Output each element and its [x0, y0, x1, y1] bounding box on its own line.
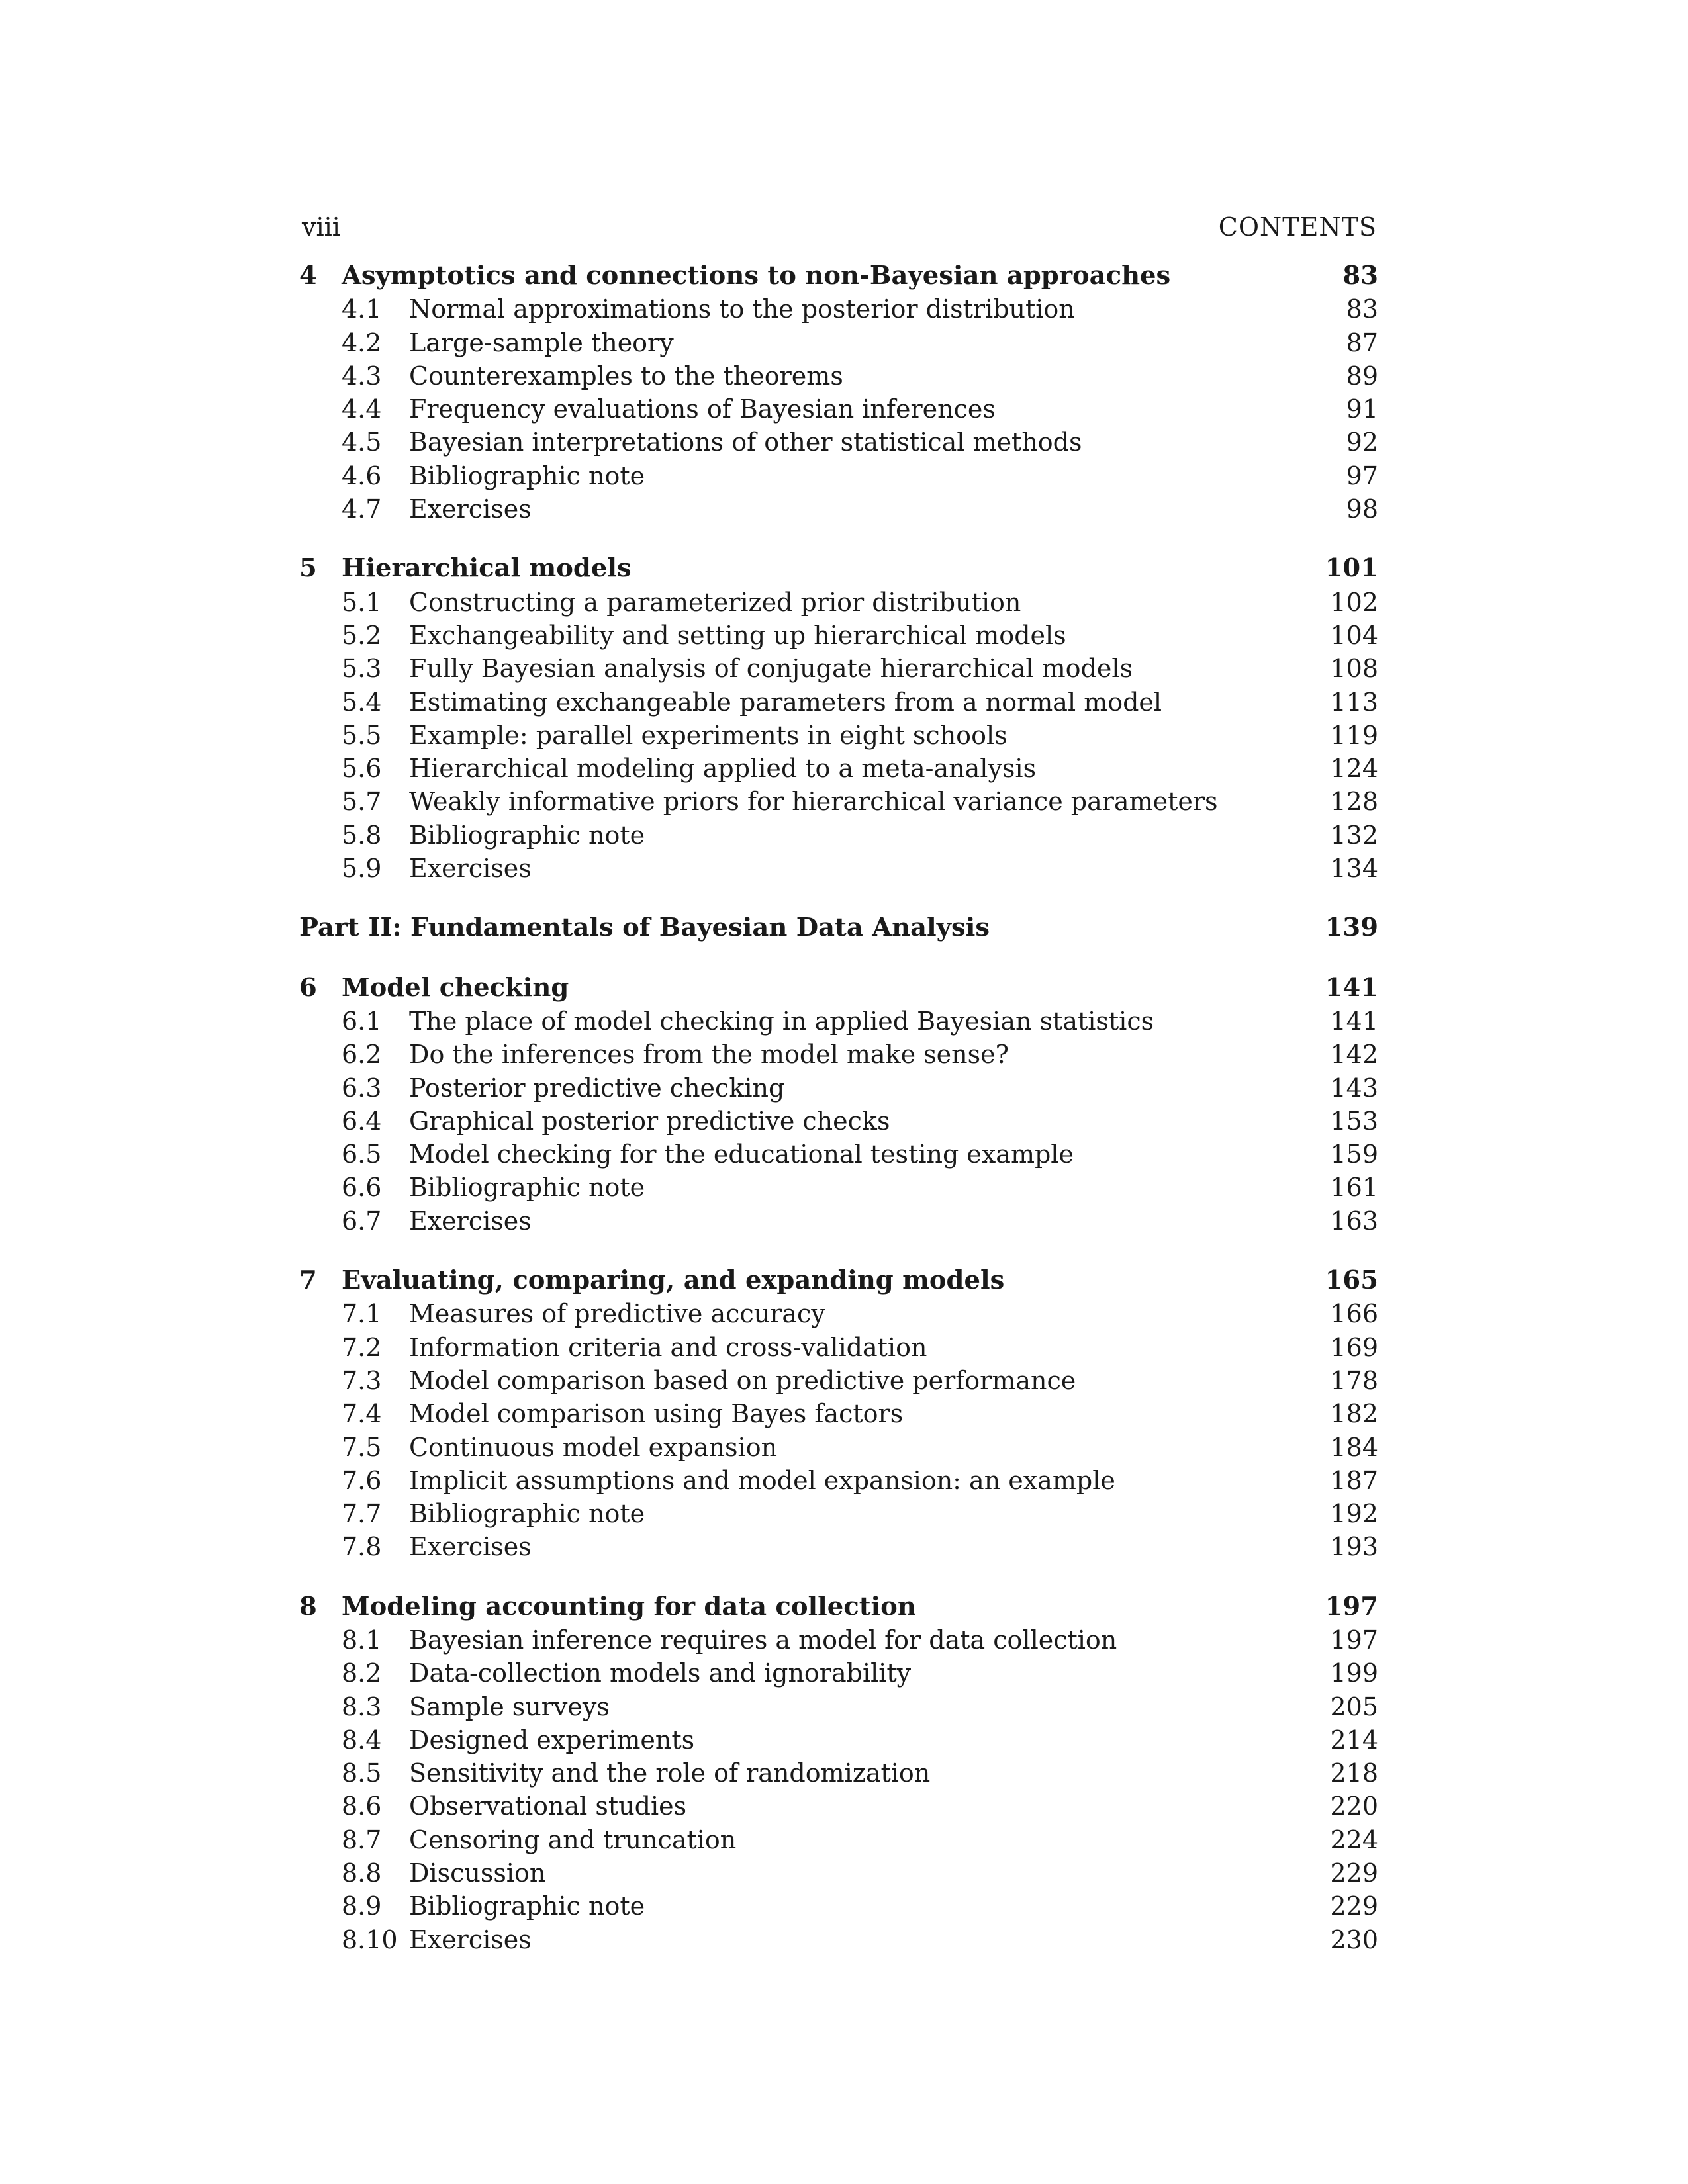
page-reference: 92 — [1346, 428, 1378, 457]
page-reference: 224 — [1330, 1825, 1378, 1854]
page-reference: 161 — [1330, 1173, 1378, 1203]
toc-section-row[interactable] — [299, 586, 1378, 619]
page-reference: 141 — [1325, 972, 1378, 1003]
page-reference: 113 — [1330, 687, 1378, 717]
page-reference: 205 — [1330, 1692, 1378, 1721]
section-number: 6.5 — [342, 1140, 382, 1169]
section-title: Weakly informative priors for hierarchical variance parameters — [409, 787, 1218, 817]
toc-section-row[interactable] — [299, 819, 1378, 852]
section-title: Graphical posterior predictive checks — [409, 1106, 890, 1136]
section-number: 8.1 — [342, 1625, 382, 1655]
section-number: 6.7 — [342, 1206, 382, 1236]
toc-section-row[interactable] — [299, 686, 1378, 719]
section-number: 5.2 — [342, 620, 382, 650]
section-number: 4.2 — [342, 328, 382, 357]
section-number: 5.1 — [342, 587, 382, 617]
section-title: Bayesian inference requires a model for data collection — [409, 1625, 1117, 1655]
section-number: 4.1 — [342, 295, 382, 324]
section-title: Posterior predictive checking — [409, 1073, 785, 1103]
section-title: Observational studies — [409, 1792, 687, 1821]
section-number: 6.1 — [342, 1006, 382, 1036]
toc-spacer — [299, 885, 1378, 911]
section-number: 7.4 — [342, 1399, 382, 1429]
section-number: 8.2 — [342, 1659, 382, 1688]
page-reference: 230 — [1330, 1925, 1378, 1954]
toc-spacer — [299, 1238, 1378, 1264]
section-number: 8.10 — [342, 1925, 398, 1954]
toc-section-row[interactable] — [299, 359, 1378, 392]
page-reference: 220 — [1330, 1792, 1378, 1821]
toc-chapter-heading[interactable] — [299, 552, 1378, 585]
toc-section-row[interactable] — [299, 1397, 1378, 1430]
page-reference: 97 — [1346, 461, 1378, 490]
running-head: CONTENTS — [1218, 212, 1377, 242]
table-of-contents — [299, 259, 1378, 1956]
page-reference: 169 — [1330, 1332, 1378, 1362]
toc-section-row[interactable] — [299, 1297, 1378, 1330]
section-title: Bibliographic note — [409, 461, 645, 490]
page-reference: 128 — [1330, 787, 1378, 817]
section-number: 8.4 — [342, 1725, 382, 1754]
section-number: 8.5 — [342, 1758, 382, 1788]
page-reference: 163 — [1330, 1206, 1378, 1236]
section-number: 4.7 — [342, 494, 382, 524]
section-title: Constructing a parameterized prior distribution — [409, 587, 1021, 617]
toc-section-row[interactable] — [299, 1171, 1378, 1204]
page-reference: 134 — [1330, 854, 1378, 884]
toc-section-row[interactable] — [299, 1690, 1378, 1723]
toc-section-row[interactable] — [299, 1657, 1378, 1690]
section-number: 7.1 — [342, 1299, 382, 1329]
page-reference: 87 — [1346, 328, 1378, 357]
section-title: Discussion — [409, 1858, 546, 1888]
chapter-number: 8 — [299, 1591, 317, 1621]
page-reference: 101 — [1325, 553, 1378, 584]
section-title: Example: parallel experiments in eight schools — [409, 720, 1008, 750]
page-reference: 102 — [1330, 587, 1378, 617]
section-number: 7.8 — [342, 1532, 382, 1562]
section-title: Exchangeability and setting up hierarchical models — [409, 620, 1066, 650]
toc-section-row[interactable] — [299, 785, 1378, 818]
page-reference: 124 — [1330, 754, 1378, 784]
toc-section-row[interactable] — [299, 1856, 1378, 1889]
section-title: Bibliographic note — [409, 1891, 645, 1921]
section-title: Model checking for the educational testing example — [409, 1140, 1074, 1169]
section-number: 8.7 — [342, 1825, 382, 1854]
page-reference: 153 — [1330, 1106, 1378, 1136]
page-reference: 83 — [1346, 295, 1378, 324]
page-number: viii — [302, 212, 340, 242]
toc-section-row[interactable] — [299, 719, 1378, 752]
toc-section-row[interactable] — [299, 1530, 1378, 1563]
section-title: Counterexamples to the theorems — [409, 361, 843, 390]
toc-section-row[interactable] — [299, 1756, 1378, 1790]
page-reference: 143 — [1330, 1073, 1378, 1103]
page-reference: 182 — [1330, 1399, 1378, 1429]
toc-spacer — [299, 1564, 1378, 1590]
page-reference: 197 — [1325, 1591, 1378, 1621]
page-reference: 159 — [1330, 1140, 1378, 1169]
section-number: 5.4 — [342, 687, 382, 717]
section-title: Frequency evaluations of Bayesian inferences — [409, 394, 996, 424]
chapter-number: 6 — [299, 972, 317, 1003]
chapter-title: Evaluating, comparing, and expanding models — [342, 1265, 1005, 1296]
page-reference: 218 — [1330, 1758, 1378, 1788]
section-number: 5.7 — [342, 787, 382, 817]
page-reference: 98 — [1346, 494, 1378, 524]
toc-section-row[interactable] — [299, 1205, 1378, 1238]
section-title: Do the inferences from the model make sense? — [409, 1040, 1009, 1069]
chapter-title: Modeling accounting for data collection — [342, 1591, 916, 1621]
section-title: Hierarchical modeling applied to a meta-analysis — [409, 754, 1037, 784]
section-number: 7.6 — [342, 1465, 382, 1495]
toc-section-row[interactable] — [299, 1431, 1378, 1464]
part-title: Part II: Fundamentals of Bayesian Data Analysis — [299, 913, 990, 943]
page-reference: 229 — [1330, 1858, 1378, 1888]
section-number: 8.3 — [342, 1692, 382, 1721]
section-title: Exercises — [409, 494, 532, 524]
toc-section-row[interactable] — [299, 1464, 1378, 1497]
page-reference: 197 — [1330, 1625, 1378, 1655]
section-number: 6.2 — [342, 1040, 382, 1069]
section-title: Exercises — [409, 1532, 532, 1562]
section-number: 4.6 — [342, 461, 382, 490]
page-reference: 89 — [1346, 361, 1378, 390]
section-number: 5.8 — [342, 820, 382, 850]
section-number: 8.6 — [342, 1792, 382, 1821]
page-reference: 119 — [1330, 720, 1378, 750]
toc-section-row[interactable] — [299, 1038, 1378, 1071]
toc-section-row[interactable] — [299, 1005, 1378, 1038]
page-reference: 141 — [1330, 1006, 1378, 1036]
section-number: 5.3 — [342, 654, 382, 684]
page-reference: 229 — [1330, 1891, 1378, 1921]
chapter-number: 5 — [299, 553, 317, 584]
chapter-number: 7 — [299, 1265, 317, 1296]
page-reference: 139 — [1325, 913, 1378, 943]
toc-section-row[interactable] — [299, 1623, 1378, 1657]
toc-section-row[interactable] — [299, 293, 1378, 326]
section-title: Measures of predictive accuracy — [409, 1299, 825, 1329]
section-number: 8.9 — [342, 1891, 382, 1921]
section-title: Large-sample theory — [409, 328, 674, 357]
chapter-title: Model checking — [342, 972, 569, 1003]
section-title: Sample surveys — [409, 1692, 610, 1721]
section-number: 5.5 — [342, 720, 382, 750]
toc-chapter-heading[interactable] — [299, 259, 1378, 293]
section-title: Fully Bayesian analysis of conjugate hierarchical models — [409, 654, 1133, 684]
toc-part-heading[interactable] — [299, 911, 1378, 944]
page-reference: 104 — [1330, 620, 1378, 650]
section-title: Bayesian interpretations of other statistical methods — [409, 428, 1082, 457]
toc-section-row[interactable] — [299, 1790, 1378, 1823]
page-reference: 187 — [1330, 1465, 1378, 1495]
page-reference: 199 — [1330, 1659, 1378, 1688]
section-title: Information criteria and cross-validation — [409, 1332, 927, 1362]
chapter-title: Hierarchical models — [342, 553, 632, 584]
section-number: 5.6 — [342, 754, 382, 784]
toc-section-row[interactable] — [299, 492, 1378, 525]
page-reference: 108 — [1330, 654, 1378, 684]
section-number: 5.9 — [342, 854, 382, 884]
section-number: 4.3 — [342, 361, 382, 390]
toc-section-row[interactable] — [299, 1071, 1378, 1105]
section-title: Exercises — [409, 854, 532, 884]
page-reference: 178 — [1330, 1365, 1378, 1395]
page-reference: 91 — [1346, 394, 1378, 424]
toc-section-row[interactable] — [299, 1105, 1378, 1138]
toc-section-row[interactable] — [299, 852, 1378, 885]
toc-section-row[interactable] — [299, 326, 1378, 359]
section-title: Normal approximations to the posterior distribution — [409, 295, 1075, 324]
toc-section-row[interactable] — [299, 1823, 1378, 1856]
section-title: Data-collection models and ignorability — [409, 1659, 912, 1688]
toc-section-row[interactable] — [299, 652, 1378, 685]
section-number: 6.6 — [342, 1173, 382, 1203]
chapter-number: 4 — [299, 261, 317, 291]
page-reference: 184 — [1330, 1432, 1378, 1462]
toc-section-row[interactable] — [299, 1331, 1378, 1364]
section-title: Continuous model expansion — [409, 1432, 778, 1462]
section-title: Sensitivity and the role of randomization — [409, 1758, 931, 1788]
section-number: 7.7 — [342, 1499, 382, 1529]
page-reference: 166 — [1330, 1299, 1378, 1329]
section-title: Designed experiments — [409, 1725, 695, 1754]
toc-section-row[interactable] — [299, 1497, 1378, 1530]
section-number: 7.5 — [342, 1432, 382, 1462]
toc-section-row[interactable] — [299, 1889, 1378, 1923]
toc-chapter-heading[interactable] — [299, 972, 1378, 1005]
section-title: Estimating exchangeable parameters from a normal model — [409, 687, 1162, 717]
toc-chapter-heading[interactable] — [299, 1264, 1378, 1297]
toc-section-row[interactable] — [299, 459, 1378, 492]
toc-section-row[interactable] — [299, 426, 1378, 459]
section-title: Exercises — [409, 1925, 532, 1954]
toc-chapter-heading[interactable] — [299, 1590, 1378, 1623]
page-reference: 214 — [1330, 1725, 1378, 1754]
section-number: 6.4 — [342, 1106, 382, 1136]
toc-section-row[interactable] — [299, 1138, 1378, 1171]
chapter-title: Asymptotics and connections to non-Bayesian approaches — [342, 261, 1171, 291]
section-number: 7.2 — [342, 1332, 382, 1362]
section-title: Censoring and truncation — [409, 1825, 737, 1854]
page-reference: 132 — [1330, 820, 1378, 850]
section-title: Exercises — [409, 1206, 532, 1236]
section-title: The place of model checking in applied Bayesian statistics — [409, 1006, 1154, 1036]
section-title: Model comparison using Bayes factors — [409, 1399, 904, 1429]
section-number: 7.3 — [342, 1365, 382, 1395]
page-reference: 142 — [1330, 1040, 1378, 1069]
section-number: 6.3 — [342, 1073, 382, 1103]
page-reference: 192 — [1330, 1499, 1378, 1529]
section-number: 4.4 — [342, 394, 382, 424]
toc-section-row[interactable] — [299, 1723, 1378, 1756]
toc-section-row[interactable] — [299, 619, 1378, 652]
toc-spacer — [299, 945, 1378, 972]
section-title: Implicit assumptions and model expansion: an example — [409, 1465, 1115, 1495]
page-reference: 165 — [1325, 1265, 1378, 1296]
section-title: Bibliographic note — [409, 820, 645, 850]
toc-section-row[interactable] — [299, 392, 1378, 426]
toc-section-row[interactable] — [299, 1923, 1378, 1956]
page-reference: 83 — [1342, 261, 1378, 291]
toc-section-row[interactable] — [299, 1364, 1378, 1397]
section-title: Bibliographic note — [409, 1499, 645, 1529]
section-number: 4.5 — [342, 428, 382, 457]
toc-section-row[interactable] — [299, 752, 1378, 785]
section-title: Bibliographic note — [409, 1173, 645, 1203]
page-reference: 193 — [1330, 1532, 1378, 1562]
section-number: 8.8 — [342, 1858, 382, 1888]
section-title: Model comparison based on predictive performance — [409, 1365, 1076, 1395]
toc-spacer — [299, 525, 1378, 552]
